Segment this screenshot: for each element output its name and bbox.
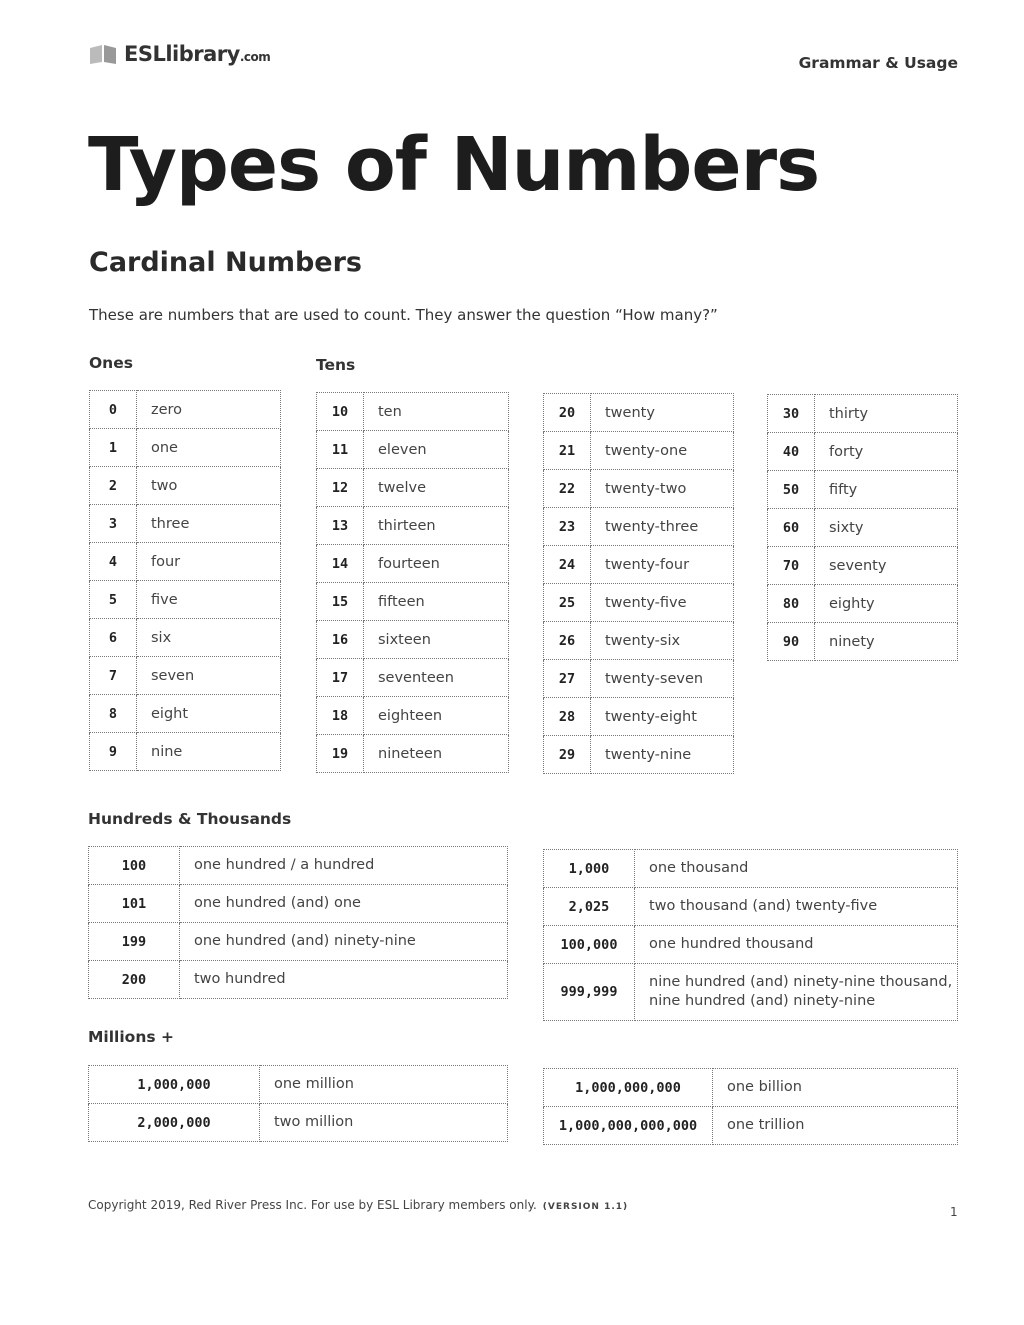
- table-row: [544, 850, 958, 888]
- word-cell: six: [137, 619, 281, 657]
- table-row: [544, 584, 734, 622]
- table-row: [90, 619, 281, 657]
- table-row: [768, 623, 958, 661]
- logo-text: ESLlibrary: [124, 42, 240, 66]
- number-cell: 80: [768, 585, 815, 623]
- table-row: [544, 508, 734, 546]
- twenties-table: [543, 393, 734, 774]
- ones-label: Ones: [89, 354, 133, 372]
- word-cell: eight: [137, 695, 281, 733]
- number-cell: 25: [544, 584, 591, 622]
- category-label: Grammar & Usage: [798, 54, 958, 72]
- word-cell: eleven: [364, 431, 509, 469]
- number-cell: 100: [89, 847, 180, 885]
- version-text: (VERSION 1.1): [542, 1202, 629, 1212]
- number-cell: 60: [768, 509, 815, 547]
- table-row: [544, 926, 958, 964]
- table-row: [317, 431, 509, 469]
- table-row: [90, 695, 281, 733]
- word-cell: two million: [260, 1104, 508, 1142]
- table-row: [90, 733, 281, 771]
- number-cell: 40: [768, 433, 815, 471]
- word-cell: four: [137, 543, 281, 581]
- number-cell: 23: [544, 508, 591, 546]
- table-row: [317, 507, 509, 545]
- word-cell: nineteen: [364, 735, 509, 773]
- word-cell: one hundred thousand: [635, 926, 958, 964]
- tens-table: [767, 394, 958, 661]
- word-cell: seventeen: [364, 659, 509, 697]
- number-cell: 20: [544, 394, 591, 432]
- logo-suffix: .com: [239, 50, 271, 64]
- word-cell: [635, 964, 958, 1021]
- table-row: [90, 391, 281, 429]
- word-cell: twenty-four: [591, 546, 734, 584]
- hundreds-table: [88, 846, 508, 999]
- table-row: [89, 847, 508, 885]
- number-cell: 1,000,000,000: [544, 1069, 713, 1107]
- word-cell: ten: [364, 393, 509, 431]
- word-cell: one million: [260, 1066, 508, 1104]
- table-row: [544, 1069, 958, 1107]
- word-cell: fifty: [815, 471, 958, 509]
- table-row: [89, 961, 508, 999]
- word-cell: twenty-seven: [591, 660, 734, 698]
- table-row: [317, 697, 509, 735]
- table-row: [544, 432, 734, 470]
- table-row: [544, 470, 734, 508]
- word-cell: ninety: [815, 623, 958, 661]
- number-cell: 28: [544, 698, 591, 736]
- word-cell: sixteen: [364, 621, 509, 659]
- number-cell: 16: [317, 621, 364, 659]
- word-cell: one: [137, 429, 281, 467]
- number-cell: 4: [90, 543, 137, 581]
- number-cell: 2: [90, 467, 137, 505]
- word-cell: two thousand (and) twenty-five: [635, 888, 958, 926]
- table-row: [89, 885, 508, 923]
- word-cell: two hundred: [180, 961, 508, 999]
- esl-library-logo: [88, 42, 270, 66]
- table-row: [317, 545, 509, 583]
- word-cell: five: [137, 581, 281, 619]
- table-row: [768, 547, 958, 585]
- number-cell: 9: [90, 733, 137, 771]
- hundreds-thousands-label: Hundreds & Thousands: [88, 810, 292, 828]
- logo-icon: [88, 42, 118, 66]
- word-cell: thirty: [815, 395, 958, 433]
- number-cell: 50: [768, 471, 815, 509]
- table-row: [768, 433, 958, 471]
- number-cell: 12: [317, 469, 364, 507]
- number-cell: 999,999: [544, 964, 635, 1021]
- number-cell: 0: [90, 391, 137, 429]
- word-cell: eighty: [815, 585, 958, 623]
- number-cell: 11: [317, 431, 364, 469]
- table-row: [544, 622, 734, 660]
- word-cell: twelve: [364, 469, 509, 507]
- intro-text: These are numbers that are used to count. They answer the question “How many?”: [89, 306, 718, 324]
- number-cell: 22: [544, 470, 591, 508]
- table-row: [90, 657, 281, 695]
- number-cell: 200: [89, 961, 180, 999]
- ones-table: [89, 390, 281, 771]
- table-row: [89, 1104, 508, 1142]
- word-cell: zero: [137, 391, 281, 429]
- number-cell: 1,000,000,000,000: [544, 1107, 713, 1145]
- table-row: [768, 395, 958, 433]
- number-cell: 8: [90, 695, 137, 733]
- table-row: [544, 660, 734, 698]
- table-row: [90, 543, 281, 581]
- number-cell: 17: [317, 659, 364, 697]
- word-cell: twenty-eight: [591, 698, 734, 736]
- table-row: [768, 585, 958, 623]
- word-cell: forty: [815, 433, 958, 471]
- word-cell: twenty-two: [591, 470, 734, 508]
- table-row: [768, 509, 958, 547]
- table-row: [544, 736, 734, 774]
- word-cell: twenty-three: [591, 508, 734, 546]
- word-cell: thirteen: [364, 507, 509, 545]
- word-cell: three: [137, 505, 281, 543]
- word-cell: seven: [137, 657, 281, 695]
- table-row: [317, 735, 509, 773]
- word-cell: twenty-six: [591, 622, 734, 660]
- page-number: 1: [950, 1205, 958, 1219]
- teens-table: [316, 392, 509, 773]
- number-cell: 24: [544, 546, 591, 584]
- word-cell: twenty-one: [591, 432, 734, 470]
- number-cell: 70: [768, 547, 815, 585]
- word-cell: eighteen: [364, 697, 509, 735]
- number-cell: 27: [544, 660, 591, 698]
- number-cell: 199: [89, 923, 180, 961]
- number-cell: 1,000,000: [89, 1066, 260, 1104]
- table-row: [544, 546, 734, 584]
- word-cell: one hundred (and) ninety-nine: [180, 923, 508, 961]
- table-row: [317, 583, 509, 621]
- number-cell: 101: [89, 885, 180, 923]
- word-cell: sixty: [815, 509, 958, 547]
- billions-table: [543, 1068, 958, 1145]
- number-cell: 18: [317, 697, 364, 735]
- table-row: [544, 1107, 958, 1145]
- number-cell: 30: [768, 395, 815, 433]
- number-cell: 90: [768, 623, 815, 661]
- number-cell: 100,000: [544, 926, 635, 964]
- number-cell: 7: [90, 657, 137, 695]
- number-cell: 1: [90, 429, 137, 467]
- table-row: [317, 659, 509, 697]
- table-row: [90, 467, 281, 505]
- number-cell: 1,000: [544, 850, 635, 888]
- number-cell: 26: [544, 622, 591, 660]
- thousands-table: [543, 849, 958, 1021]
- table-row: [544, 698, 734, 736]
- table-row: [317, 621, 509, 659]
- word-cell: one hundred / a hundred: [180, 847, 508, 885]
- table-row: [90, 505, 281, 543]
- word-cell: two: [137, 467, 281, 505]
- number-cell: 21: [544, 432, 591, 470]
- number-cell: 14: [317, 545, 364, 583]
- number-cell: 5: [90, 581, 137, 619]
- number-cell: 2,025: [544, 888, 635, 926]
- word-cell: twenty-nine: [591, 736, 734, 774]
- word-cell: fourteen: [364, 545, 509, 583]
- number-cell: 13: [317, 507, 364, 545]
- word-cell: fifteen: [364, 583, 509, 621]
- table-row: [89, 923, 508, 961]
- number-cell: 10: [317, 393, 364, 431]
- millions-label: Millions +: [88, 1028, 174, 1046]
- table-row: [544, 888, 958, 926]
- number-cell: 3: [90, 505, 137, 543]
- table-row: [89, 1066, 508, 1104]
- number-cell: 15: [317, 583, 364, 621]
- millions-table: [88, 1065, 508, 1142]
- number-cell: 6: [90, 619, 137, 657]
- table-row: [768, 471, 958, 509]
- table-row: [90, 581, 281, 619]
- number-cell: 2,000,000: [89, 1104, 260, 1142]
- table-row: [90, 429, 281, 467]
- word-cell: one billion: [713, 1069, 958, 1107]
- table-row: [317, 393, 509, 431]
- word-cell: one thousand: [635, 850, 958, 888]
- number-cell: 29: [544, 736, 591, 774]
- word-cell: seventy: [815, 547, 958, 585]
- section-title: Cardinal Numbers: [89, 247, 363, 278]
- copyright-text: Copyright 2019, Red River Press Inc. For use by ESL Library members only.: [88, 1198, 537, 1212]
- word-cell: one trillion: [713, 1107, 958, 1145]
- footer: [88, 1198, 628, 1212]
- table-row: [544, 964, 958, 1021]
- word-cell: one hundred (and) one: [180, 885, 508, 923]
- page-title: Types of Numbers: [88, 122, 820, 208]
- table-row: [544, 394, 734, 432]
- word-line: nine hundred (and) ninety-nine thousand,: [649, 974, 953, 990]
- word-cell: twenty-five: [591, 584, 734, 622]
- tens-label: Tens: [316, 356, 356, 374]
- table-row: [317, 469, 509, 507]
- word-cell: twenty: [591, 394, 734, 432]
- word-cell: nine: [137, 733, 281, 771]
- number-cell: 19: [317, 735, 364, 773]
- word-line: nine hundred (and) ninety-nine: [649, 993, 876, 1009]
